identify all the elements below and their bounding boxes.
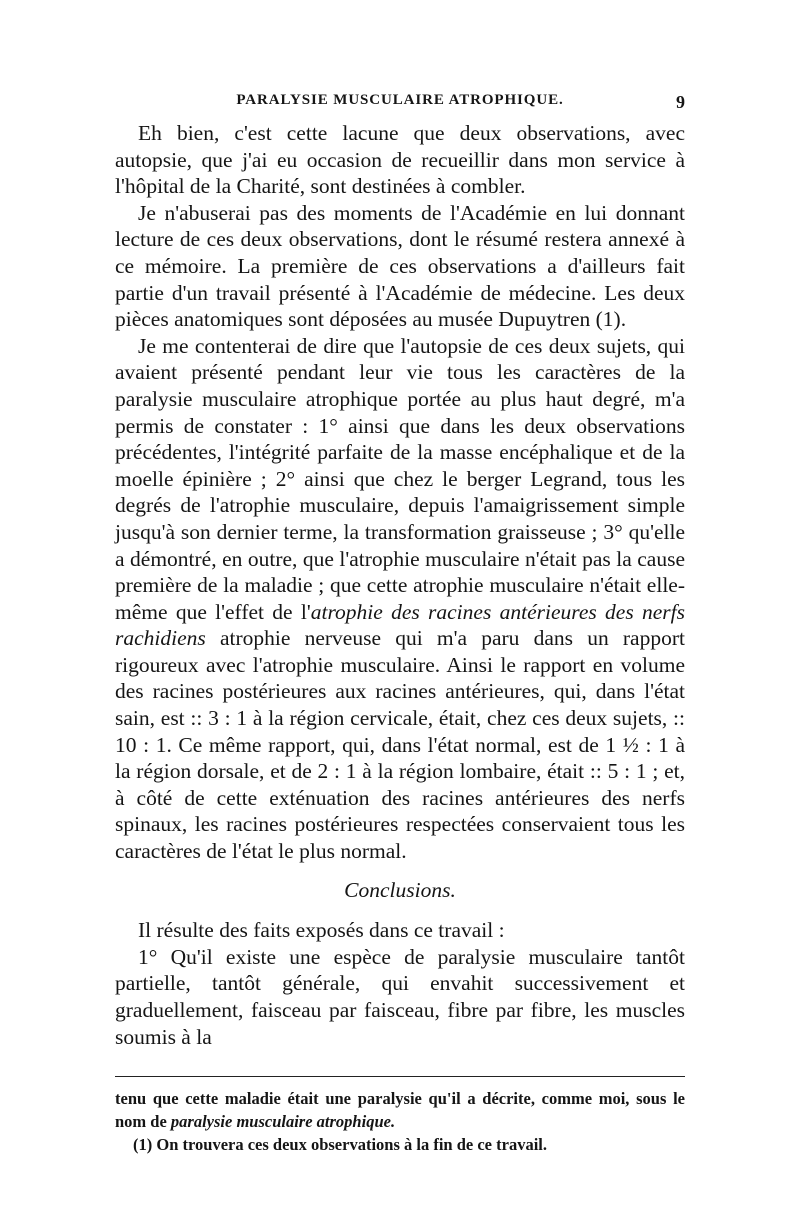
paragraph-2: Je n'abuserai pas des moments de l'Académie en lui donnant lecture de ces deux observations, dont le résumé restera annexé à ce mémoire. La première de ces observations a d'ailleurs fait partie d'un travail présenté à l'Académie de médecine. Les deux pièces anatomiques sont déposées au musée Dupuytren (1).	[115, 200, 685, 332]
footnote-continuation-text: tenu que cette maladie était une paralysie qu'il a décrite, comme moi, sous le nom de	[115, 1089, 685, 1132]
page-number: 9	[676, 92, 685, 112]
book-page	[115, 92, 685, 1156]
paragraph-4: Il résulte des faits exposés dans ce travail :	[138, 918, 505, 943]
paragraph-3-text-a: Je me contenterai de dire que l'autopsie de ces deux sujets, qui avaient présenté pendant leur vie tous les caractères de la paralysie musculaire atrophique portée au plus haut degré, m'a permis de constater : 1° ainsi que dans les deux observations précédentes, l'intégrité parfaite de la masse encéphalique et de la moelle épinière ; 2° ainsi que chez le berger Legrand, tous les degrés de l'atrophie musculaire, depuis l'amaigrissement simple jusqu'à son dernier terme, la transformation graisseuse ; 3° qu'elle a démontré, en outre, que l'atrophie musculaire n'était pas la cause première de la maladie ; que cette atrophie musculaire n'était elle-même que l'effet de l'	[115, 333, 685, 624]
footnote-continuation	[115, 1087, 685, 1133]
body-text	[115, 120, 685, 1050]
footnote-continuation-italic: paralysie musculaire atrophique.	[170, 1112, 396, 1132]
paragraph-3	[115, 333, 685, 865]
paragraph-1: Eh bien, c'est cette lacune que deux observations, avec autopsie, que j'ai eu occasion de recueillir dans mon service à l'hôpital de la Charité, sont destinées à combler.	[115, 121, 685, 199]
footnote-rule	[115, 1076, 685, 1077]
footnote-1: (1) On trouvera ces deux observations à la fin de ce travail.	[133, 1135, 547, 1155]
paragraph-5: 1° Qu'il existe une espèce de paralysie musculaire tantôt partielle, tantôt générale, qui envahit successivement et graduellement, faisceau par faisceau, fibre par fibre, les muscles soumis à la	[115, 944, 685, 1049]
running-title: PARALYSIE MUSCULAIRE ATROPHIQUE.	[236, 92, 564, 108]
section-heading: Conclusions.	[344, 877, 456, 902]
footnotes	[115, 1087, 685, 1156]
paragraph-3-text-b: atrophie nerveuse qui m'a paru dans un rapport rigoureux avec l'atrophie musculaire. Ainsi le rapport en volume des racines postérieures aux racines antérieures, qui, dans l'état sain, est :: 3 : 1 à la région cervicale, était, chez ces deux sujets, :: 10 : 1. Ce même rapport, qui, dans l'état normal, est de 1 ½ : 1 à la région dorsale, et de 2 : 1 à la région lombaire, était :: 5 : 1 ; et, à côté de cette exténuation des racines antérieures des nerfs spinaux, les racines postérieures respectées conservaient tous les caractères de l'état le plus normal.	[115, 626, 685, 864]
running-head	[115, 92, 685, 120]
paragraph-3-italic: atrophie des racines antérieures des nerfs rachidiens	[115, 599, 685, 651]
